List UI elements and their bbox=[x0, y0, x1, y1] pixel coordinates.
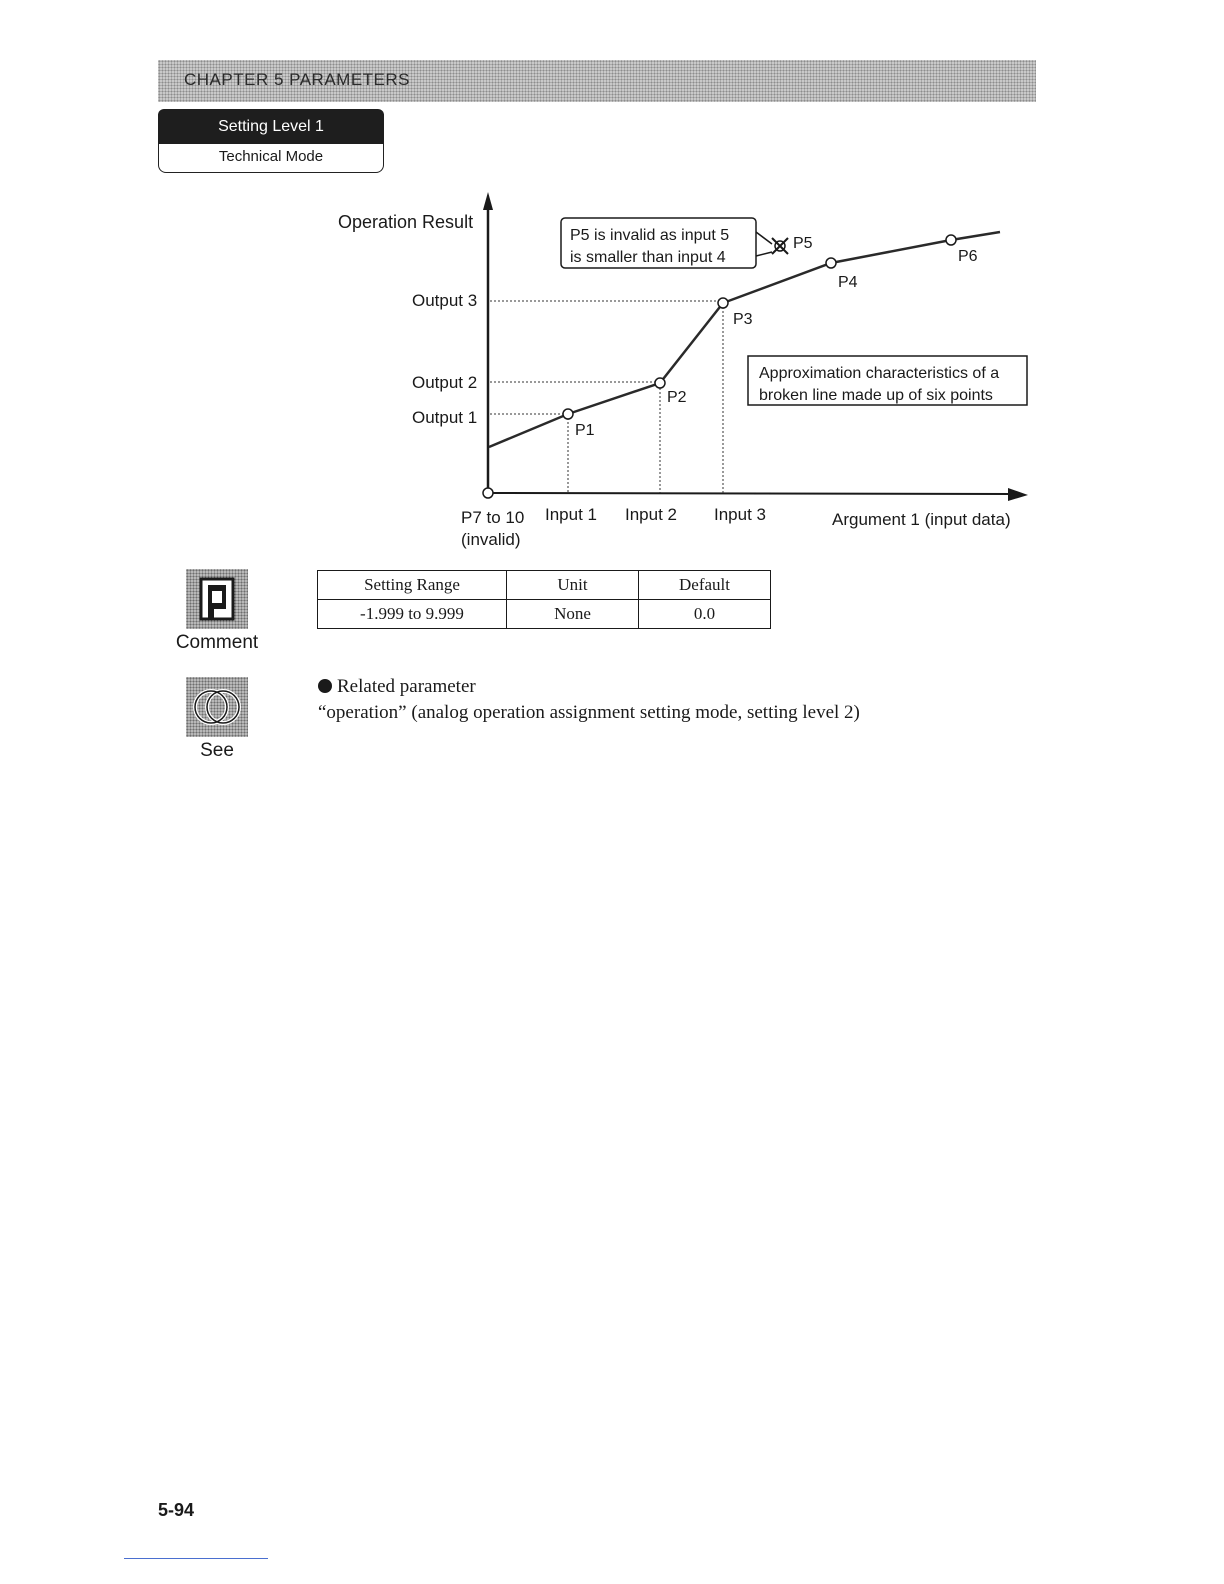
x-axis-label: Argument 1 (input data) bbox=[832, 510, 1011, 529]
chapter-title: CHAPTER 5 PARAMETERS bbox=[184, 70, 411, 89]
x-axis bbox=[488, 493, 1012, 494]
setting-level-label: Setting Level 1 bbox=[158, 109, 384, 144]
p3-label: P3 bbox=[733, 311, 753, 328]
output1-label: Output 1 bbox=[412, 408, 478, 427]
output2-label: Output 2 bbox=[412, 373, 478, 392]
comment-icon bbox=[186, 569, 248, 629]
point-p4 bbox=[826, 258, 836, 268]
see-label: See bbox=[200, 740, 234, 761]
point-p5-invalid-marker bbox=[772, 238, 788, 254]
input1-label: Input 1 bbox=[545, 505, 597, 524]
p4-label: P4 bbox=[838, 274, 858, 291]
point-p3 bbox=[718, 298, 728, 308]
point-p6 bbox=[946, 235, 956, 245]
related-parameter-section bbox=[318, 674, 860, 726]
input2-label: Input 2 bbox=[625, 505, 677, 524]
p6-label: P6 bbox=[958, 248, 978, 265]
approx-callout-line1: Approximation characteristics of a bbox=[759, 365, 1000, 382]
related-heading: Related parameter bbox=[337, 676, 476, 697]
y-axis-arrow bbox=[483, 192, 493, 210]
header-setting-range: Setting Range bbox=[318, 571, 507, 600]
y-axis-label: Operation Result bbox=[338, 212, 474, 232]
input3-label: Input 3 bbox=[714, 505, 766, 524]
p5-label: P5 bbox=[793, 235, 813, 252]
see-icon bbox=[186, 677, 248, 737]
x-axis-arrow bbox=[1008, 488, 1028, 501]
page-number: 5-94 bbox=[158, 1500, 195, 1520]
mode-label: Technical Mode bbox=[158, 144, 384, 173]
cell-default: 0.0 bbox=[639, 600, 771, 629]
p5-callout-pointer-2 bbox=[756, 252, 772, 256]
related-heading-row bbox=[318, 674, 860, 700]
cell-setting-range: -1.999 to 9.999 bbox=[318, 600, 507, 629]
cell-unit: None bbox=[507, 600, 639, 629]
bullet-icon bbox=[318, 679, 332, 693]
origin-label-line1: P7 to 10 bbox=[461, 508, 525, 527]
origin-point bbox=[483, 488, 493, 498]
point-p1 bbox=[563, 409, 573, 419]
output3-label: Output 3 bbox=[412, 291, 478, 310]
related-text: “operation” (analog operation assignment setting mode, setting level 2) bbox=[318, 702, 860, 723]
p5-callout-line1: P5 is invalid as input 5 bbox=[570, 227, 730, 244]
p5-callout-pointer-1 bbox=[756, 232, 772, 244]
header-default: Default bbox=[639, 571, 771, 600]
footer-divider bbox=[124, 1558, 268, 1559]
approx-callout-line2: broken line made up of six points bbox=[759, 387, 993, 404]
p5-callout-line2: is smaller than input 4 bbox=[570, 249, 726, 266]
header-unit: Unit bbox=[507, 571, 639, 600]
table-row bbox=[318, 600, 771, 629]
comment-label: Comment bbox=[175, 632, 259, 653]
broken-line-diagram bbox=[0, 0, 1224, 560]
table-header-row bbox=[318, 571, 771, 600]
point-p2 bbox=[655, 378, 665, 388]
setting-spec-table bbox=[317, 570, 771, 629]
origin-label-line2: (invalid) bbox=[461, 530, 521, 549]
p2-label: P2 bbox=[667, 389, 687, 406]
p1-label: P1 bbox=[575, 422, 595, 439]
